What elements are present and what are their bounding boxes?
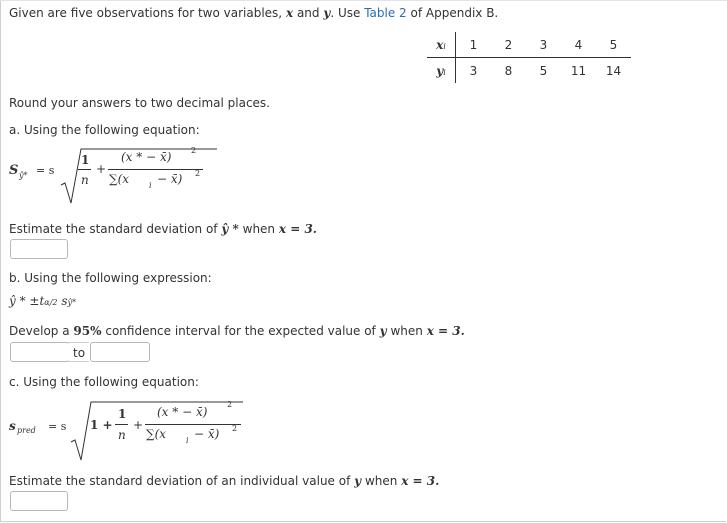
intro-text: Given are five observations for two variables, (9, 6, 283, 20)
appendix-text: of Appendix B. (410, 6, 499, 20)
part-a-question: Estimate the standard deviation of ŷ * when x = 3. (9, 222, 317, 236)
and-word: and (296, 6, 320, 20)
table-cell: 14 (605, 63, 622, 78)
part-c-answer-input[interactable] (10, 491, 68, 511)
part-a-formula: S ŷ* = s 1 n + (x * − x̄) 2 ∑(x i − x̄) 2 (9, 145, 229, 207)
part-c-question: Estimate the standard deviation of an individual value of y when x = 3. (9, 474, 440, 488)
var-x: x (285, 6, 294, 20)
intro-line (9, 6, 498, 20)
part-b-lower-input[interactable] (10, 342, 70, 362)
x-header: xi (427, 32, 456, 58)
var-y: y (323, 6, 331, 20)
part-b-heading: b. Using the following expression: (9, 271, 212, 285)
part-c-heading: c. Using the following equation: (9, 375, 199, 389)
round-note: Round your answers to two decimal places. (9, 96, 270, 110)
table-row-y (427, 58, 631, 84)
part-b-expression: ŷ * ±tα/2 sŷ* (9, 294, 77, 308)
table-cell: 8 (504, 63, 513, 78)
to-label: to (69, 342, 89, 362)
table-cell: 2 (491, 32, 526, 58)
part-b-upper-input[interactable] (90, 342, 150, 362)
table-cell: 1 (456, 32, 492, 58)
table-cell: 5 (539, 63, 548, 78)
table-cell: 11 (570, 63, 587, 78)
part-c-formula: s pred = s 1 + 1 n + (x * − x̄) 2 ∑(x i − x̄) 2 (9, 398, 249, 462)
table-cell: 3 (526, 32, 561, 58)
table-cell: 4 (561, 32, 596, 58)
table-2-link[interactable]: Table 2 (364, 6, 407, 20)
y-header: yi (427, 58, 456, 84)
data-table (427, 32, 631, 83)
use-text: . Use (330, 6, 361, 20)
table-cell: 5 (596, 32, 631, 58)
part-b-question: Develop a 95% confidence interval for the expected value of y when x = 3. (9, 324, 465, 338)
part-a-answer-input[interactable] (10, 239, 68, 259)
table-row-x (427, 32, 631, 58)
top-border (0, 0, 727, 1)
table-cell: 3 (469, 63, 478, 78)
part-a-heading: a. Using the following equation: (9, 123, 200, 137)
